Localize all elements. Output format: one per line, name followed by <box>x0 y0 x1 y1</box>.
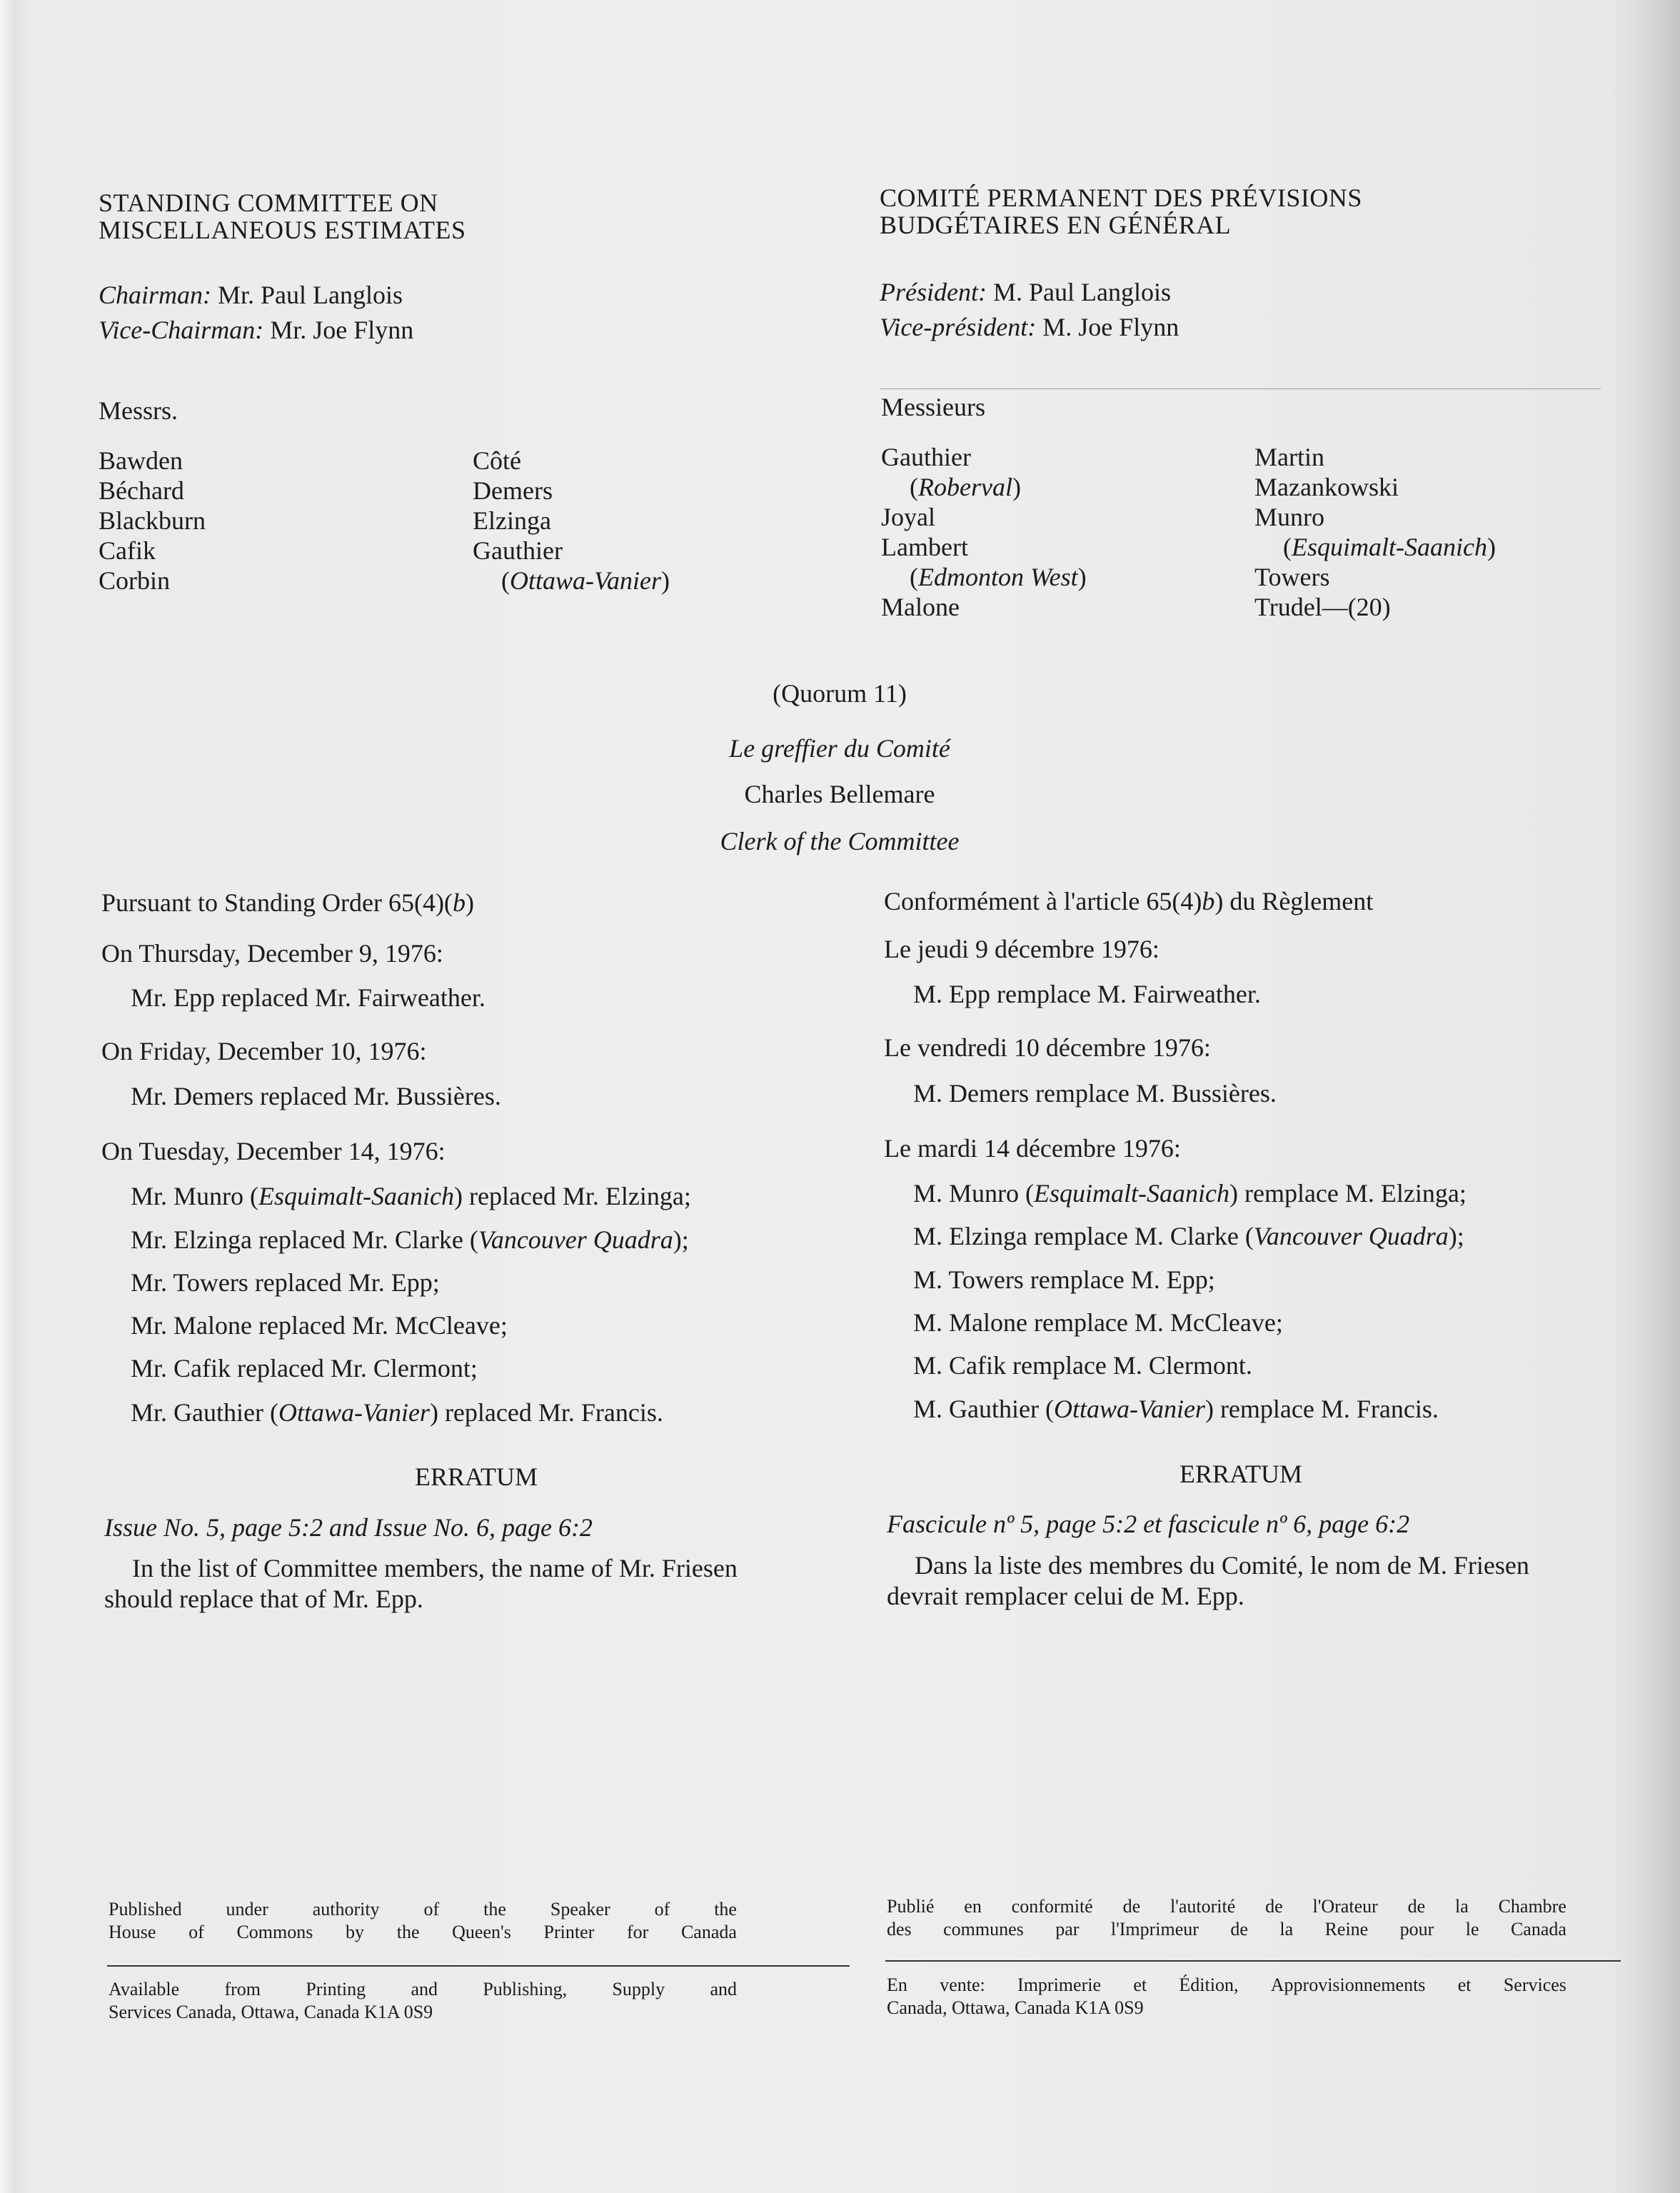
text: ); <box>673 1225 689 1254</box>
member-name: Cafik <box>99 536 156 565</box>
word: under <box>226 1899 268 1919</box>
substitution-fr: M. Towers remplace M. Epp; <box>913 1265 1215 1294</box>
word: the <box>483 1899 506 1919</box>
pursuant-sub: b <box>1202 887 1215 915</box>
pursuant-en <box>101 888 474 918</box>
footer-rule <box>885 1960 1621 1962</box>
available-notice-fr <box>887 1974 1566 2019</box>
member-name: Martin <box>1254 443 1324 471</box>
erratum-heading-fr: ERRATUM <box>1179 1460 1303 1488</box>
member-name: Gauthier <box>473 536 563 565</box>
member-name: Malone <box>881 593 960 621</box>
notice-line <box>887 1974 1566 1997</box>
member-name: Towers <box>1254 563 1330 591</box>
member-name: Munro <box>1254 503 1324 531</box>
word: communes <box>943 1919 1024 1939</box>
word: En <box>887 1974 907 1995</box>
word: from <box>224 1979 261 1999</box>
vice-chairman-fr <box>880 312 1179 342</box>
text: Mr. Elzinga replaced Mr. Clarke ( <box>131 1225 478 1254</box>
published-notice-fr <box>887 1895 1566 1941</box>
word: par <box>1055 1919 1080 1939</box>
date-fr: Le vendredi 10 décembre 1976: <box>884 1033 1211 1062</box>
notice-line <box>109 1898 737 1921</box>
erratum-text-en: should replace that of Mr. Epp. <box>104 1585 423 1613</box>
pursuant-sub: b <box>452 888 466 917</box>
text: ) replaced Mr. Elzinga; <box>453 1182 691 1210</box>
chairman-fr <box>880 277 1171 307</box>
quorum: (Quorum 11) <box>773 679 907 708</box>
word: l'Imprimeur <box>1110 1919 1199 1939</box>
chairman-label: Chairman: <box>99 281 212 309</box>
notice-line <box>109 1921 737 1944</box>
notice-line <box>887 1918 1566 1941</box>
text: M. Munro ( <box>913 1179 1034 1208</box>
word: des <box>887 1919 912 1939</box>
footer-rule <box>107 1965 850 1967</box>
word: of <box>188 1922 204 1942</box>
notice-line <box>887 1895 1566 1918</box>
date-en: On Friday, December 10, 1976: <box>101 1037 427 1065</box>
substitution-en: Mr. Towers replaced Mr. Epp; <box>131 1268 440 1297</box>
member-name: Demers <box>473 476 553 505</box>
word: of <box>423 1899 440 1919</box>
substitution-en: Mr. Cafik replaced Mr. Clermont; <box>131 1354 478 1382</box>
word: Imprimerie <box>1017 1974 1101 1995</box>
committee-title-en <box>99 189 466 244</box>
members-list-fr-col2 <box>1254 442 1496 622</box>
notice-line: Canada, Ottawa, Canada K1A 0S9 <box>887 1997 1144 2018</box>
member-name: Côté <box>473 446 521 475</box>
member-riding: (Ottawa-Vanier) <box>501 566 670 595</box>
word: de <box>1230 1919 1248 1939</box>
substitution-en: Mr. Epp replaced Mr. Fairweather. <box>131 983 486 1012</box>
word: Supply <box>612 1979 665 1999</box>
word: Publishing, <box>483 1979 568 1999</box>
substitution-fr <box>913 1394 1439 1424</box>
word: le <box>1465 1919 1479 1939</box>
clerk-name: Charles Bellemare <box>744 780 935 808</box>
word: de <box>1265 1896 1283 1917</box>
word: et <box>1457 1974 1472 1995</box>
member-riding: (Esquimalt-Saanich) <box>1283 533 1496 561</box>
substitution-fr: M. Demers remplace M. Bussières. <box>913 1079 1277 1108</box>
riding-name: Esquimalt-Saanich <box>1292 533 1487 561</box>
erratum-reference-fr: Fascicule nº 5, page 5:2 et fascicule nº 6, page 6:2 <box>887 1510 1410 1538</box>
members-list-fr-col1 <box>881 442 1087 622</box>
committee-title-fr <box>880 184 1362 239</box>
title-line: COMITÉ PERMANENT DES PRÉVISIONS <box>880 184 1362 212</box>
chairman-name: M. Paul Langlois <box>992 278 1171 306</box>
word: of <box>654 1899 670 1919</box>
pursuant-end: ) <box>465 888 474 917</box>
clerk-label: Clerk of the Committee <box>720 827 960 855</box>
substitution-en <box>131 1397 663 1427</box>
substitution-fr: M. Cafik remplace M. Clermont. <box>913 1351 1252 1380</box>
word: de <box>1122 1896 1141 1917</box>
available-notice-en <box>109 1978 737 2024</box>
member-riding: (Roberval) <box>910 473 1021 501</box>
word: Commons <box>236 1922 313 1942</box>
riding-name: Vancouver Quadra <box>1253 1222 1449 1250</box>
member-name: Mazankowski <box>1254 473 1399 501</box>
word: and <box>411 1979 438 1999</box>
greffier-label: Le greffier du Comité <box>729 734 950 763</box>
vice-chairman-label: Vice-Chairman: <box>99 316 264 344</box>
word: the <box>714 1899 737 1919</box>
word: pour <box>1399 1919 1434 1939</box>
erratum-text-fr: devrait remplacer celui de M. Epp. <box>887 1582 1244 1610</box>
riding-name: Ottawa-Vanier <box>510 566 661 595</box>
chairman-en <box>99 280 403 310</box>
riding-name: Esquimalt-Saanich <box>1034 1179 1229 1208</box>
riding-name: Roberval <box>918 473 1012 501</box>
date-fr: Le jeudi 9 décembre 1976: <box>884 935 1160 963</box>
word: Published <box>109 1899 182 1919</box>
pursuant-text: Pursuant to Standing Order 65(4)( <box>101 888 453 917</box>
title-line: STANDING COMMITTEE ON <box>99 189 438 217</box>
word: la <box>1454 1896 1469 1917</box>
member-name: Trudel—(20) <box>1254 593 1391 621</box>
word: Available <box>109 1979 180 1999</box>
member-name: Joyal <box>881 503 935 531</box>
substitution-en <box>131 1181 691 1211</box>
substitution-fr: M. Epp remplace M. Fairweather. <box>913 980 1261 1008</box>
word: en <box>964 1896 982 1917</box>
member-riding: (Edmonton West) <box>910 563 1087 591</box>
word: la <box>1279 1919 1294 1939</box>
word: Canada <box>1510 1919 1566 1939</box>
substitution-en: Mr. Malone replaced Mr. McCleave; <box>131 1311 508 1340</box>
title-line: MISCELLANEOUS ESTIMATES <box>99 216 466 244</box>
divider <box>880 388 1601 389</box>
word: the <box>396 1922 420 1942</box>
member-name: Corbin <box>99 566 171 595</box>
member-name: Bawden <box>99 446 183 475</box>
erratum-heading-en: ERRATUM <box>414 1462 538 1491</box>
word: vente: <box>940 1974 985 1995</box>
messrs-label: Messrs. <box>99 396 178 425</box>
erratum-reference-en: Issue No. 5, page 5:2 and Issue No. 6, page 6:2 <box>104 1513 593 1542</box>
word: Services <box>1503 1974 1566 1995</box>
pursuant-text: Conformément à l'article 65(4) <box>884 887 1202 915</box>
messieurs-label: Messieurs <box>881 393 985 421</box>
word: Reine <box>1324 1919 1369 1939</box>
title-line: BUDGÉTAIRES EN GÉNÉRAL <box>880 211 1232 239</box>
erratum-text-en: In the list of Committee members, the name of Mr. Friesen <box>132 1554 738 1582</box>
word: and <box>710 1979 737 1999</box>
vice-chairman-en <box>99 315 413 345</box>
substitution-fr <box>913 1178 1467 1208</box>
word: Édition, <box>1179 1974 1239 1995</box>
date-fr: Le mardi 14 décembre 1976: <box>884 1134 1181 1163</box>
member-name: Blackburn <box>99 506 206 535</box>
substitution-fr <box>913 1221 1464 1251</box>
riding-name: Vancouver Quadra <box>478 1225 673 1254</box>
riding-name: Ottawa-Vanier <box>1053 1395 1205 1423</box>
vice-chairman-name: M. Joe Flynn <box>1042 313 1179 341</box>
member-name: Gauthier <box>881 443 971 471</box>
substitution-fr: M. Malone remplace M. McCleave; <box>913 1308 1283 1337</box>
chairman-name: Mr. Paul Langlois <box>218 281 403 309</box>
word: Canada <box>680 1922 737 1942</box>
member-name: Béchard <box>99 476 184 505</box>
text: ); <box>1448 1222 1464 1250</box>
riding-name: Ottawa-Vanier <box>278 1398 430 1427</box>
text: Mr. Gauthier ( <box>131 1398 278 1427</box>
word: et <box>1133 1974 1147 1995</box>
text: M. Gauthier ( <box>913 1395 1054 1423</box>
word: conformité <box>1011 1896 1093 1917</box>
word: Printing <box>306 1979 366 1999</box>
substitution-en: Mr. Demers replaced Mr. Bussières. <box>131 1082 501 1110</box>
word: authority <box>312 1899 380 1919</box>
notice-line <box>109 1978 737 2001</box>
member-name: Elzinga <box>473 506 551 535</box>
members-list-en-col1 <box>99 446 206 596</box>
pursuant-end: ) du Règlement <box>1214 887 1374 915</box>
chairman-label: Président: <box>880 278 987 306</box>
page-edge <box>0 0 16 2193</box>
pursuant-fr <box>884 886 1373 916</box>
date-en: On Thursday, December 9, 1976: <box>101 939 443 968</box>
text: ) replaced Mr. Francis. <box>429 1398 663 1427</box>
members-list-en-col2 <box>473 446 670 596</box>
date-en: On Tuesday, December 14, 1976: <box>101 1137 446 1165</box>
riding-name: Esquimalt-Saanich <box>258 1182 454 1210</box>
published-notice-en <box>109 1898 737 1944</box>
binding-edge <box>1637 0 1680 2193</box>
erratum-text-fr: Dans la liste des membres du Comité, le nom de M. Friesen <box>915 1551 1529 1580</box>
text: ) remplace M. Francis. <box>1204 1395 1439 1423</box>
word: l'Orateur <box>1312 1896 1378 1917</box>
word: Printer <box>543 1922 595 1942</box>
text: ) remplace M. Elzinga; <box>1229 1179 1467 1208</box>
word: de <box>1407 1896 1426 1917</box>
substitution-en <box>131 1225 689 1255</box>
word: Queen's <box>452 1922 511 1942</box>
word: House <box>109 1922 156 1942</box>
word: by <box>346 1922 365 1942</box>
vice-chairman-label: Vice-président: <box>880 313 1037 341</box>
text: M. Elzinga remplace M. Clarke ( <box>913 1222 1254 1250</box>
word: l'autorité <box>1170 1896 1236 1917</box>
vice-chairman-name: Mr. Joe Flynn <box>270 316 414 344</box>
text: Mr. Munro ( <box>131 1182 258 1210</box>
notice-line: Services Canada, Ottawa, Canada K1A 0S9 <box>109 2002 433 2022</box>
word: Chambre <box>1498 1896 1566 1917</box>
word: for <box>626 1922 649 1942</box>
word: Publié <box>887 1896 935 1917</box>
riding-name: Edmonton West <box>918 563 1078 591</box>
word: Speaker <box>550 1899 610 1919</box>
word: Approvisionnements <box>1270 1974 1426 1995</box>
member-name: Lambert <box>881 533 968 561</box>
